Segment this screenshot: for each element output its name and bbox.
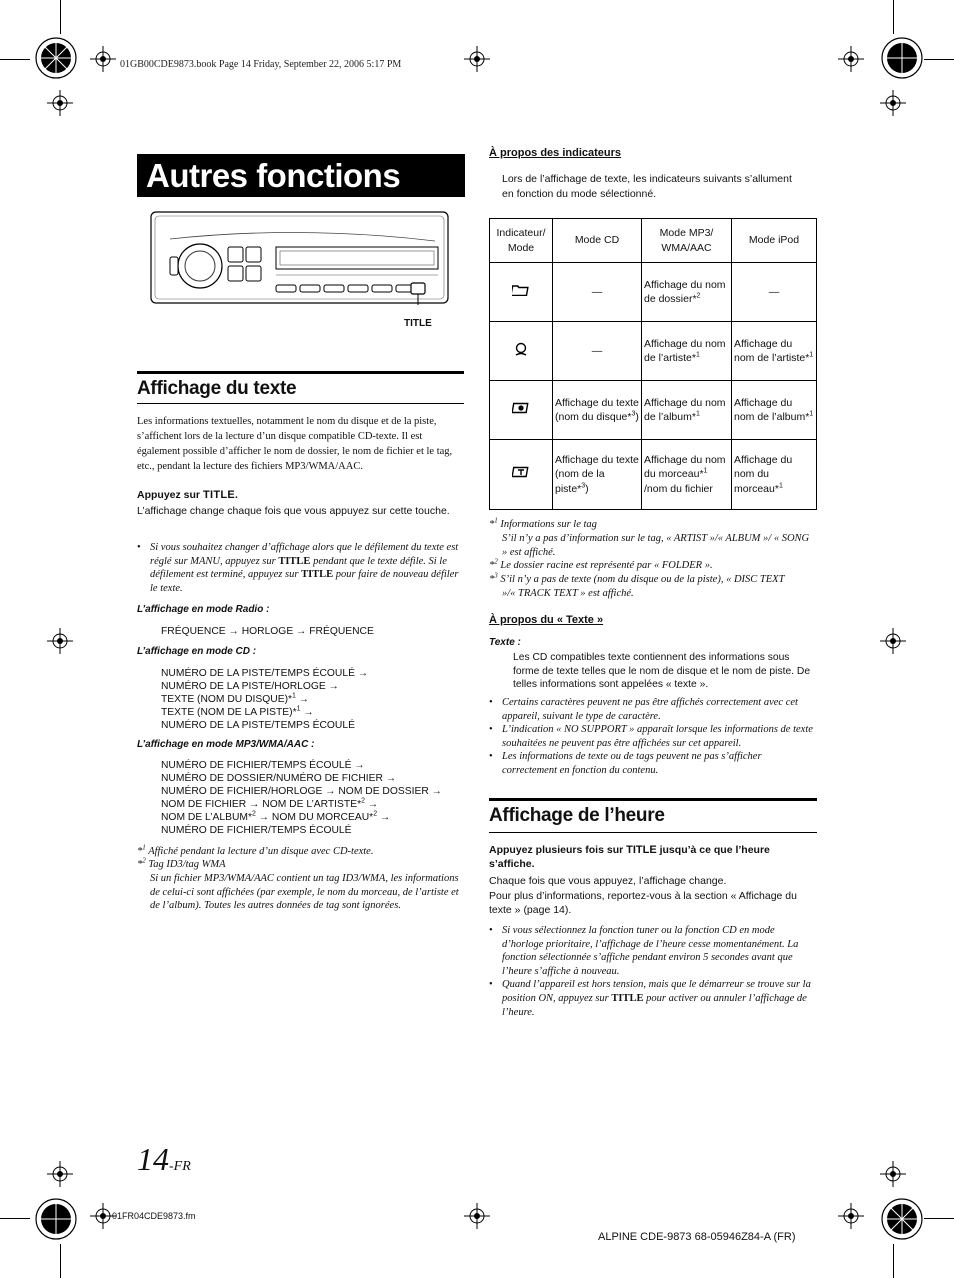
texte-subheading: Texte :	[489, 637, 521, 648]
table-row: Affichage du texte (nom de la piste*$^3$) Affichage du nom du morceau*$^1$ /nom du fichier Affichage du nom du morceau*$^1$	[490, 440, 817, 510]
texte-heading: À propos du « Texte »	[489, 614, 604, 626]
list-item: • Si vous souhaitez changer d’affichage alors que le défilement du texte est réglé sur MANU, appuyez sur TITLE pendant que le texte défile. Si le défilement est terminé, appuyez sur TITLE pour faire de nouveau défiler le texte.	[137, 541, 464, 595]
crosshair-mark	[47, 1161, 73, 1187]
crosshair-mark	[464, 46, 490, 72]
registration-circle-top-right	[880, 36, 924, 80]
table-row: — Affichage du nom de l’artiste*$^1$ Affichage du nom de l’artiste*$^1$	[490, 322, 817, 381]
footnote-2-body: Si un fichier MP3/WMA/AAC contient un tag ID3/WMA, les informations de celui-ci sont affichées (par exemple, le nom du morceau, de l’artiste et de l’album). Toutes les autres données de tag sont ignorées.	[150, 873, 459, 912]
crosshair-mark	[880, 628, 906, 654]
folder-indicator-icon	[490, 263, 553, 322]
radio-mode-heading: L’affichage en mode Radio :	[137, 604, 270, 615]
trim-line	[60, 0, 61, 34]
texte-notes	[489, 696, 817, 778]
page-title: Autres fonctions	[137, 154, 465, 197]
intro-paragraph: Les informations textuelles, notamment le nom du disque et de la piste, s’affichent lors de la lecture d’un disque compatible CD-texte. Il est également possible d’afficher le nom de dossier, le nom de fichier et le tag, etc., pendant la lecture des fichiers MP3/WMA/AAC.	[137, 416, 453, 472]
table-header-cell: Indicateur/ Mode	[490, 219, 553, 263]
table-footnote-3: *$^3$ S’il n’y a pas de texte (nom du disque ou de la piste), « DISC TEXT »/« TRACK TEXT » est affiché.	[489, 571, 785, 599]
clock-description: Chaque fois que vous appuyez, l’affichage change. Pour plus d’informations, reportez-vous à la section « Affichage du texte » (page 14).	[489, 875, 797, 917]
press-title-instruction: Appuyez sur TITLE.	[137, 489, 238, 501]
trim-line	[924, 59, 954, 60]
list-item: • Si vous sélectionnez la fonction tuner ou la fonction CD en mode d’horloge prioritaire, l’affichage de l’heure cesse momentanément. La fonction sélectionnée s’affiche pendant environ 5 secondes avant que l’heure s’affiche à nouveau.	[489, 924, 817, 978]
table-row	[490, 219, 817, 263]
title-button-label: TITLE	[404, 318, 432, 329]
table-header-cell: Mode iPod	[732, 219, 817, 263]
section-heading-text-display: Affichage du texte	[137, 371, 464, 404]
crosshair-mark	[880, 1161, 906, 1187]
list-item: • Les informations de texte ou de tags peuvent ne pas s’afficher correctement en fonction du contenu.	[489, 750, 817, 777]
clock-notes	[489, 924, 817, 1019]
crosshair-mark	[47, 628, 73, 654]
radio-mode-sequence: FRÉQUENCE → HORLOGE → FRÉQUENCE	[161, 626, 374, 637]
scroll-note	[137, 541, 464, 595]
mp3-mode-sequence: NUMÉRO DE FICHIER/TEMPS ÉCOULÉ → NUMÉRO DE DOSSIER/NUMÉRO DE FICHIER → NUMÉRO DE FICHIER/HORLOGE → NOM DE DOSSIER → NOM DE FICHIER → NOM DE L’ARTISTE*$^2$ → NOM DE L’ALBUM*$^2$ → NOM DU MORCEAU*$^2$ → NUMÉRO DE FICHIER/TEMPS ÉCOULÉ	[161, 760, 442, 836]
disc-indicator-icon	[490, 381, 553, 440]
table-header-cell: Mode MP3/ WMA/AAC	[642, 219, 732, 263]
table-footnote-2: *$^2$ Le dossier racine est représenté par « FOLDER ».	[489, 557, 713, 571]
title-key: TITLE	[202, 489, 235, 501]
trim-line	[893, 0, 894, 34]
artist-indicator-icon	[490, 322, 553, 381]
trim-line	[0, 1218, 30, 1219]
footer-file-name: 01FR04CDE9873.fm	[112, 1211, 196, 1221]
crosshair-mark	[90, 46, 116, 72]
table-row: Affichage du texte (nom du disque*$^3$) Affichage du nom de l’album*$^1$ Affichage du nom de l’album*$^1$	[490, 381, 817, 440]
crosshair-mark	[838, 46, 864, 72]
track-indicator-icon	[490, 440, 553, 510]
crosshair-mark	[838, 1203, 864, 1229]
list-item: • Quand l’appareil est hors tension, mais que le démarreur se trouve sur la position ON, appuyez sur TITLE pour activer ou annuler l’affichage de l’heure.	[489, 978, 817, 1019]
registration-circle-bottom-right	[880, 1197, 924, 1241]
table-row: — Affichage du nom de dossier*$^2$ —	[490, 263, 817, 322]
trim-line	[893, 1244, 894, 1278]
section-heading-clock-display: Affichage de l’heure	[489, 798, 817, 833]
texte-body: Les CD compatibles texte contiennent des informations sous forme de texte telles que le nom de disque et le nom de piste. De telles informations sont appelées « texte ».	[513, 652, 811, 690]
title-key: TITLE	[626, 844, 657, 856]
list-item: • Certains caractères peuvent ne pas être affichés correctement avec cet appareil, suivant le type de caractère.	[489, 696, 817, 723]
footnote-1: *$^1$ Affiché pendant la lecture d’un disque avec CD-texte.	[137, 843, 374, 857]
trim-line	[0, 59, 30, 60]
registration-circle-bottom-left	[34, 1197, 78, 1241]
indicators-heading: À propos des indicateurs	[489, 147, 622, 159]
cd-mode-sequence: NUMÉRO DE LA PISTE/TEMPS ÉCOULÉ → NUMÉRO DE LA PISTE/HORLOGE → TEXTE (NOM DU DISQUE)*$^1$ → TEXTE (NOM DE LA PISTE)*$^1$ → NUMÉRO DE LA PISTE/TEMPS ÉCOULÉ	[161, 668, 369, 731]
mp3-mode-heading: L’affichage en mode MP3/WMA/AAC :	[137, 739, 315, 750]
table-footnote-1: *$^1$ Informations sur le tag	[489, 516, 597, 530]
list-item: • L’indication « NO SUPPORT » apparaît lorsque les informations de texte souhaitées ne peuvent pas être affichées sur cet appareil.	[489, 723, 817, 750]
table-header-cell: Mode CD	[553, 219, 642, 263]
footer-model-info: ALPINE CDE-9873 68-05946Z84-A (FR)	[598, 1231, 796, 1243]
trim-line	[924, 1218, 954, 1219]
crosshair-mark	[47, 90, 73, 116]
book-file-info: 01GB00CDE9873.book Page 14 Friday, September 22, 2006 5:17 PM	[120, 59, 402, 70]
indicators-intro: Lors de l’affichage de texte, les indicateurs suivants s’allument en fonction du mode sélectionné.	[502, 173, 792, 200]
trim-line	[60, 1244, 61, 1278]
car-stereo-illustration	[150, 211, 450, 305]
crosshair-mark	[880, 90, 906, 116]
cd-mode-heading: L’affichage en mode CD :	[137, 646, 257, 657]
table-footnote-1-body: S’il n’y a pas d’information sur le tag, « ARTIST »/« ALBUM »/ « SONG » est affiché.	[502, 533, 810, 558]
footnote-2: *$^2$ Tag ID3/tag WMA	[137, 856, 226, 870]
clock-instruction: Appuyez plusieurs fois sur TITLE jusqu’à ce que l’heure s’affiche.	[489, 844, 770, 870]
press-title-description: L’affichage change chaque fois que vous appuyez sur cette touche.	[137, 505, 450, 517]
page-number: 14-FR	[137, 1141, 191, 1177]
crosshair-mark	[464, 1203, 490, 1229]
indicator-table	[489, 218, 817, 510]
registration-circle-top-left	[34, 36, 78, 80]
